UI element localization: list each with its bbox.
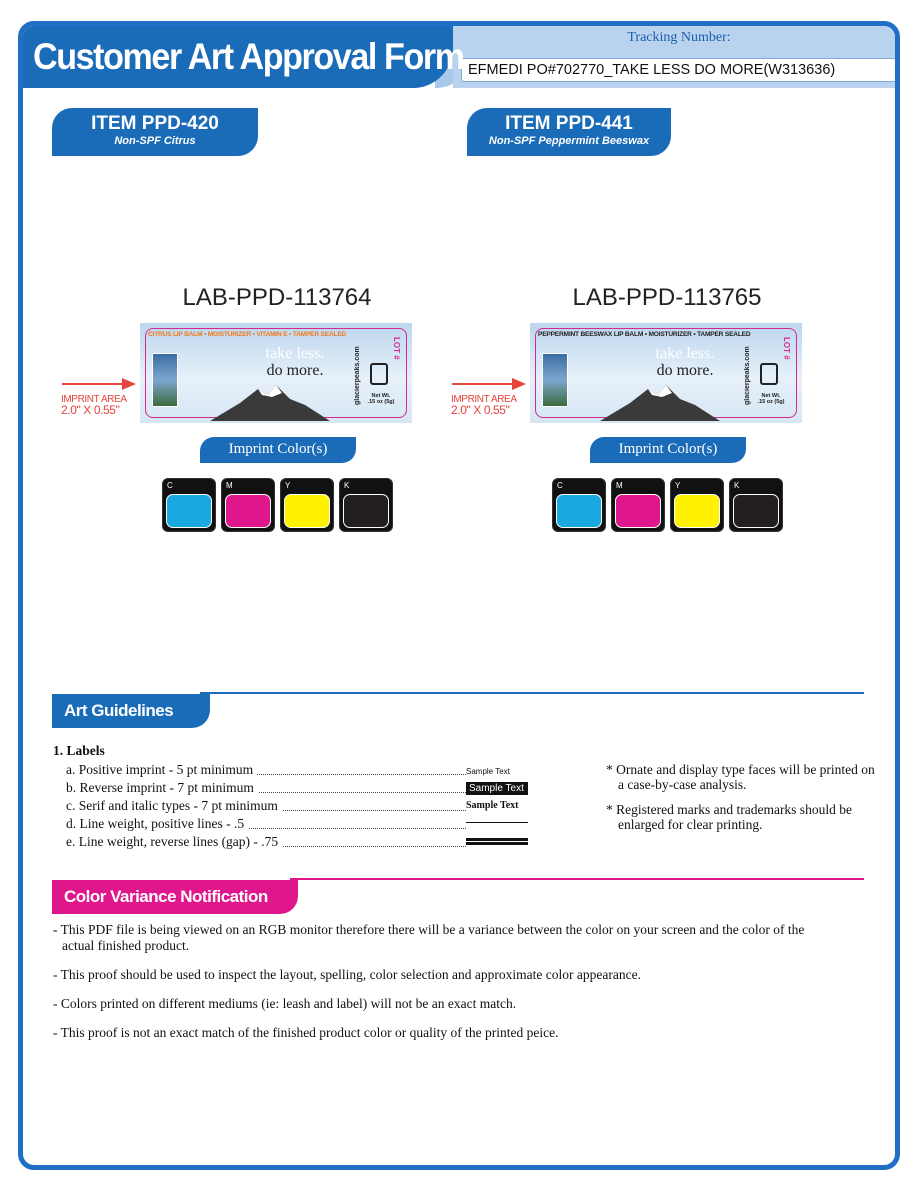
imprint-area-dimensions: 2.0" X 0.55" xyxy=(61,403,120,417)
imprint-area-title: IMPRINT AREA xyxy=(451,394,517,405)
guidelines-list xyxy=(66,762,466,852)
swatch-letter: C xyxy=(167,481,173,490)
swatch-magenta xyxy=(611,478,665,532)
swatch-letter: C xyxy=(557,481,563,490)
swatch-fill xyxy=(615,494,661,528)
tracking-number-field[interactable]: EFMEDI PO#702770_TAKE LESS DO MORE(W313636) xyxy=(461,58,898,82)
tracking-area xyxy=(453,26,900,88)
sample-reverse-line xyxy=(466,838,528,845)
jar-icon xyxy=(370,363,388,385)
swatch-fill xyxy=(225,494,271,528)
guideline-text: c. Serif and italic types - 7 pt minimum xyxy=(66,798,282,813)
color-variance-list xyxy=(53,922,813,1054)
label-top-text: PEPPERMINT BEESWAX LIP BALM • MOISTURIZER • TAMPER SEALED xyxy=(538,331,751,338)
lab-code-1: LAB-PPD-113764 xyxy=(182,284,372,311)
item-tab-1 xyxy=(52,108,258,156)
swatch-fill xyxy=(343,494,389,528)
label-photo xyxy=(152,353,178,407)
variance-line: - Colors printed on different mediums (ie: leash and label) will not be an exact match. xyxy=(53,996,517,1011)
swatch-letter: M xyxy=(616,481,623,490)
variance-line: - This PDF file is being viewed on an RGB monitor therefore there will be a variance between the color on your screen and the color of the actual finished product. xyxy=(53,922,805,953)
swatch-letter: Y xyxy=(675,481,681,490)
tagline-line-2: do more. xyxy=(266,362,324,379)
guideline-row xyxy=(66,816,466,834)
sample-positive-line xyxy=(466,822,528,823)
label-photo xyxy=(542,353,568,407)
label-tagline xyxy=(630,345,740,379)
lot-text: LOT # xyxy=(782,337,791,360)
swatch-fill xyxy=(733,494,779,528)
imprint-area-dimensions: 2.0" X 0.55" xyxy=(451,403,510,417)
lot-text: LOT # xyxy=(392,337,401,360)
label-tagline xyxy=(240,345,350,379)
guideline-notes xyxy=(606,762,876,842)
variance-line: - This proof should be used to inspect the layout, spelling, color selection and approximate color appearance. xyxy=(53,967,641,982)
swatch-letter: K xyxy=(344,481,350,490)
sample-serif: Sample Text xyxy=(466,800,519,811)
label-artwork-1 xyxy=(140,323,412,423)
imprint-color-tab-2: Imprint Color(s) xyxy=(590,437,746,463)
guideline-row xyxy=(66,762,466,780)
swatch-magenta xyxy=(221,478,275,532)
swatch-yellow xyxy=(280,478,334,532)
guideline-text: b. Reverse imprint - 7 pt minimum xyxy=(66,780,258,795)
net-wt: Net Wt. xyxy=(761,393,781,399)
swatch-letter: K xyxy=(734,481,740,490)
mountain-icon xyxy=(600,381,720,421)
swatch-fill xyxy=(556,494,602,528)
arrow-right-icon xyxy=(62,377,136,391)
swatch-cyan xyxy=(552,478,606,532)
note-ornate: * Ornate and display type faces will be printed on a case-by-case analysis. xyxy=(606,762,875,792)
guideline-row xyxy=(66,834,466,852)
tagline-line-1: take less. xyxy=(265,345,325,362)
tagline-line-2: do more. xyxy=(656,362,714,379)
item-code: ITEM PPD-441 xyxy=(505,113,633,134)
label-net-weight xyxy=(366,393,396,405)
tagline-line-1: take less. xyxy=(655,345,715,362)
label-artwork-2 xyxy=(530,323,802,423)
guideline-text: a. Positive imprint - 5 pt minimum xyxy=(66,762,257,777)
form-title: Customer Art Approval Form xyxy=(33,36,464,77)
net-wt-value: .15 oz (5g) xyxy=(367,399,395,405)
art-guidelines-header: Art Guidelines xyxy=(52,694,210,728)
guideline-row xyxy=(66,798,466,816)
variance-line: - This proof is not an exact match of the finished product color or quality of the printed peice. xyxy=(53,1025,559,1040)
item-tab-2 xyxy=(467,108,671,156)
swatch-fill xyxy=(674,494,720,528)
guideline-row xyxy=(66,780,466,798)
labels-heading: 1. Labels xyxy=(53,743,105,758)
guideline-text: d. Line weight, positive lines - .5 xyxy=(66,816,248,831)
tracking-label: Tracking Number: xyxy=(627,30,731,45)
net-wt-value: .15 oz (5g) xyxy=(757,399,785,405)
guideline-text: e. Line weight, reverse lines (gap) - .75 xyxy=(66,834,282,849)
swatch-letter: Y xyxy=(285,481,291,490)
swatch-cyan xyxy=(162,478,216,532)
swatch-black xyxy=(729,478,783,532)
item-subtitle: Non-SPF Citrus xyxy=(114,135,196,147)
imprint-area-label-1 xyxy=(61,394,127,416)
label-net-weight xyxy=(756,393,786,405)
item-subtitle: Non-SPF Peppermint Beeswax xyxy=(488,135,650,147)
imprint-color-tab-1: Imprint Color(s) xyxy=(200,437,356,463)
sample-positive: Sample Text xyxy=(466,767,510,776)
mountain-icon xyxy=(210,381,330,421)
label-side-text: glacierpeaks.com xyxy=(744,346,751,406)
label-side-text: glacierpeaks.com xyxy=(354,346,361,406)
swatch-yellow xyxy=(670,478,724,532)
lab-code-2: LAB-PPD-113765 xyxy=(572,284,762,311)
color-variance-header: Color Variance Notification xyxy=(52,880,298,914)
sample-reverse: Sample Text xyxy=(466,782,528,795)
section-divider xyxy=(290,878,864,880)
swatch-letter: M xyxy=(226,481,233,490)
jar-icon xyxy=(760,363,778,385)
arrow-right-icon xyxy=(452,377,526,391)
swatch-fill xyxy=(166,494,212,528)
swatch-black xyxy=(339,478,393,532)
swatch-fill xyxy=(284,494,330,528)
imprint-area-label-2 xyxy=(451,394,517,416)
imprint-area-title: IMPRINT AREA xyxy=(61,394,127,405)
section-divider xyxy=(200,692,864,694)
label-top-text: CITRUS LIP BALM • MOISTURIZER • VITAMIN E • TAMPER SEALED xyxy=(148,331,347,338)
item-code: ITEM PPD-420 xyxy=(91,113,219,134)
net-wt: Net Wt. xyxy=(371,393,391,399)
note-trademarks: * Registered marks and trademarks should be enlarged for clear printing. xyxy=(606,802,852,832)
